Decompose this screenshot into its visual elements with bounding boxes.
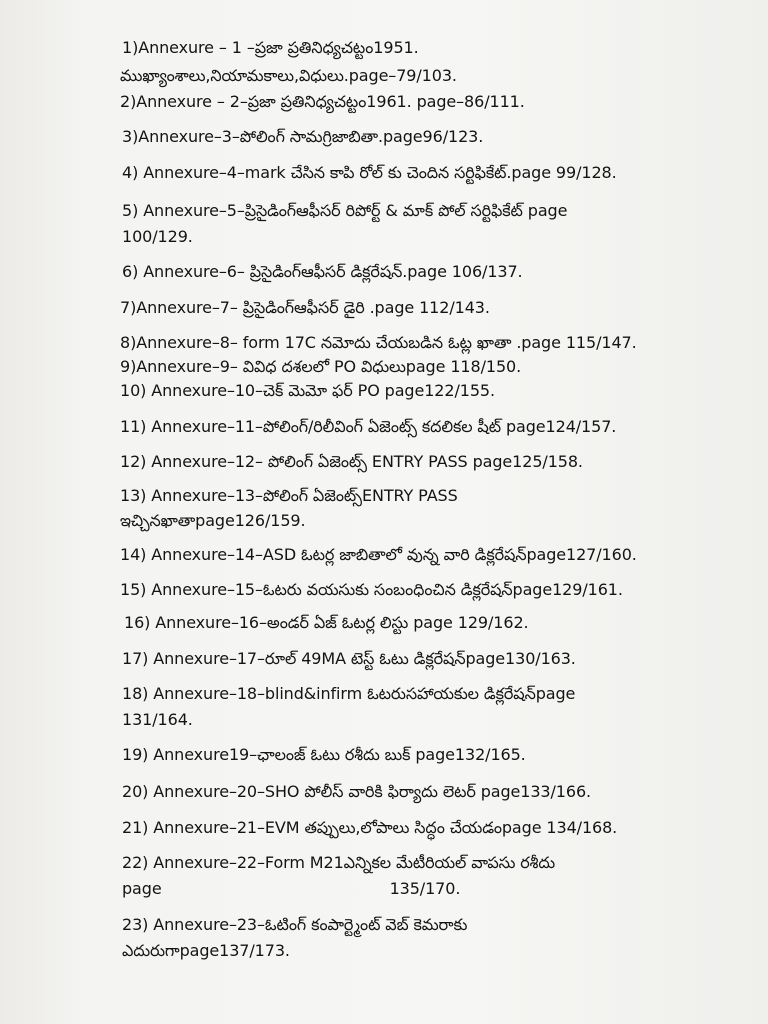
annexure-5-line-2: 100/129.: [122, 227, 193, 246]
annexure-1-line-2: ముఖ్యాంశాలు,నియామకాలు,విధులు.page–79/103.: [120, 66, 457, 85]
annexure-10-line: 10) Annexure–10–చెక్ మెమో ఫర్ PO page122/155.: [120, 381, 495, 400]
annexure-4-line: 4) Annexure–4–mark చేసిన కాపి రోల్ కు చెందిన సర్టిఫికేట్.page 99/128.: [122, 163, 617, 182]
annexure-23-line-1: 23) Annexure–23–ఓటింగ్ కంపార్ట్మెంట్ వెబ్ కెమరాకు: [122, 915, 468, 934]
annexure-5-line-1: 5) Annexure–5–ప్రిసైడింగ్ఆఫీసర్ రిపోర్ట్ & మాక్ పోల్ సర్టిఫికేట్ page: [122, 201, 568, 220]
annexure-7-line: 7)Annexure–7– ప్రిసైడింగ్ఆఫీసర్ డైరి .page 112/143.: [120, 298, 490, 317]
annexure-18-line-2: 131/164.: [122, 710, 193, 729]
annexure-13-line-1: 13) Annexure–13–పోలింగ్ ఏజెంట్స్ENTRY PASS: [120, 486, 458, 505]
annexure-22-page-label: page: [122, 879, 162, 898]
annexure-11-line: 11) Annexure–11–పోలింగ్/రిలీవింగ్ ఏజెంట్స్ కదలికల షీట్ page124/157.: [120, 417, 617, 436]
annexure-6-line: 6) Annexure–6– ప్రిసైడింగ్ఆఫీసర్ డిక్లరేషన్.page 106/137.: [122, 262, 523, 281]
annexure-23-line-2: ఎదురుగాpage137/173.: [122, 941, 290, 960]
annexure-17-line: 17) Annexure–17–రూల్ 49MA టెస్ట్ ఓటు డిక్లరేషన్page130/163.: [122, 649, 576, 668]
annexure-9-line: 9)Annexure–9– వివిధ దశలలో PO విధులుpage 118/150.: [120, 357, 522, 376]
annexure-20-line: 20) Annexure–20–SHO పోలీస్ వారికి ఫిర్యాదు లెటర్ page133/166.: [122, 782, 592, 801]
annexure-2-line: 2)Annexure – 2–ప్రజా ప్రతినిధ్యచట్టం1961. page–86/111.: [120, 92, 525, 111]
annexure-19-line: 19) Annexure19–ఛాలంజ్ ఓటు రశీదు బుక్ page132/165.: [122, 745, 526, 764]
annexure-22-page-number: 135/170.: [389, 879, 461, 898]
annexure-3-line: 3)Annexure–3–పోలింగ్ సామగ్రిజాబితా.page96/123.: [122, 127, 484, 146]
annexure-14-line: 14) Annexure–14–ASD ఓటర్ల జాబితాలో వున్న వారి డిక్లరేషన్page127/160.: [120, 545, 637, 564]
annexure-8-line: 8)Annexure–8– form 17C నమోదు చేయబడిన ఓట్ల ఖాతా .page 115/147.: [120, 333, 637, 352]
annexure-15-line: 15) Annexure–15–ఓటరు వయసుకు సంబంధించిన డిక్లరేషన్page129/161.: [120, 580, 623, 599]
annexure-12-line: 12) Annexure–12– పోలింగ్ ఏజెంట్స్ ENTRY PASS page125/158.: [120, 452, 583, 471]
annexure-1-line-1: 1)Annexure – 1 –ప్రజా ప్రతినిధ్యచట్టం1951.: [122, 38, 419, 57]
annexure-18-line-1: 18) Annexure–18–blind&infirm ఓటరుసహాయకుల డిక్లరేషన్page: [122, 684, 576, 703]
annexure-13-line-2: ఇచ్చినఖాతాpage126/159.: [120, 511, 306, 530]
annexure-22-line-2: [122, 879, 460, 899]
annexure-22-line-1: 22) Annexure–22–Form M21ఎన్నికల మేటీరియల్ వాపసు రశీదు: [122, 853, 556, 872]
annexure-16-line: 16) Annexure–16–అండర్ ఏజ్ ఓటర్ల లిస్టు page 129/162.: [124, 613, 529, 632]
annexure-21-line: 21) Annexure–21–EVM తప్పులు,లోపాలు సిద్ధం చేయడంpage 134/168.: [122, 818, 618, 837]
